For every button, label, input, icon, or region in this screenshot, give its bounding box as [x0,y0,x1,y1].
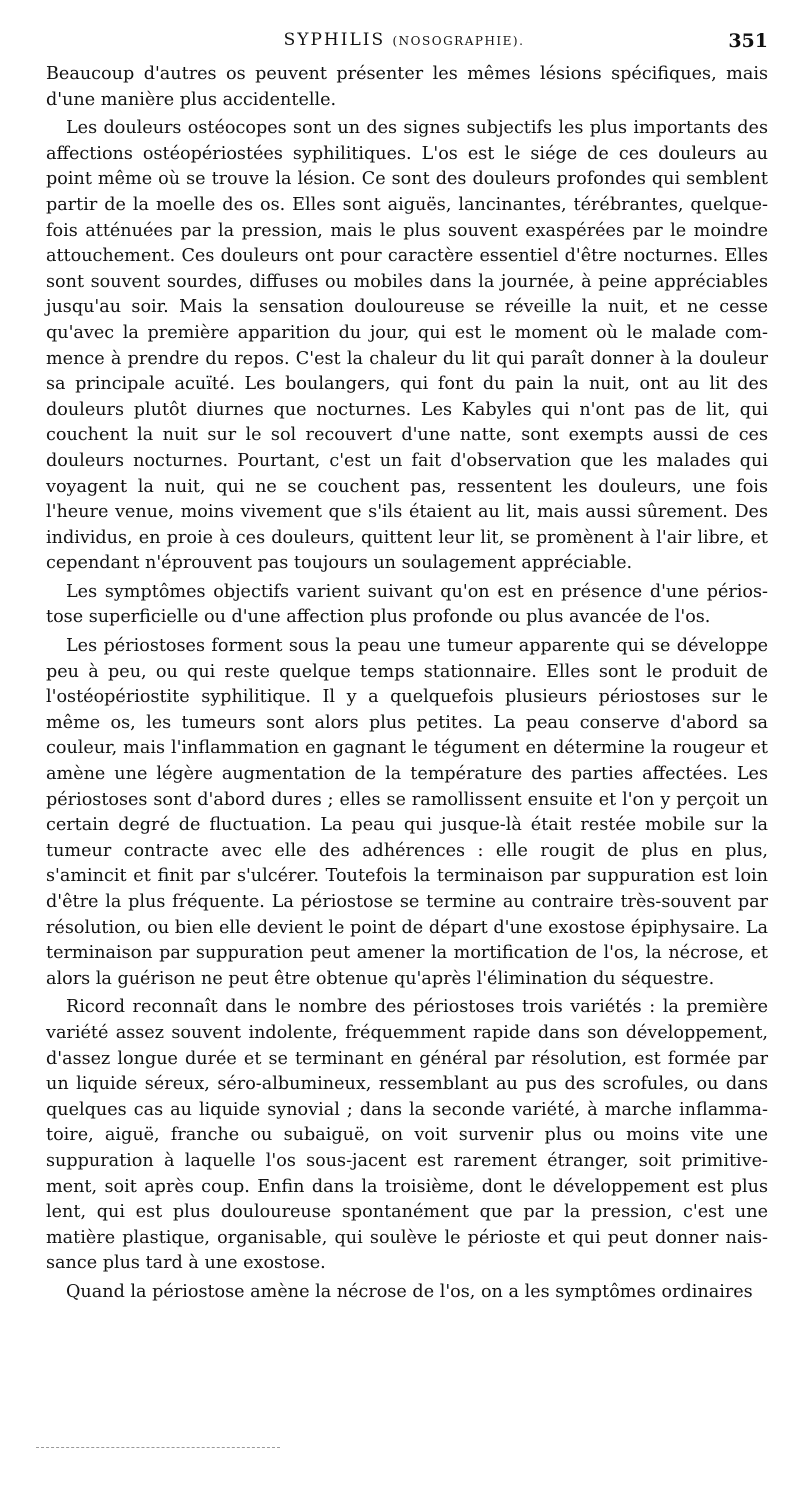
paragraph-osteocopic-pain: Les douleurs ostéocopes sont un des signes subjectifs les plus importants des affections ostéopériostées syphilitiques. L'os est le siége de ces douleurs au point même où se trouve la lésion. Ce sont des douleurs profondes qui semblent partir de la moelle des os. Elles sont aiguës, lancinantes, térébrantes, quelquefois atténuées par la pression, mais le plus souvent exaspérées par le moindre attouchement. Ces douleurs ont pour caractère essentiel d'être nocturnes. Elles sont souvent sourdes, diffuses ou mobiles dans la journée, à peine appréciables jusqu'au soir. Mais la sensation douloureuse se réveille la nuit, et ne cesse qu'avec la première apparition du jour, qui est le moment où le malade commence à prendre du repos. C'est la chaleur du lit qui paraît donner à la douleur sa principale acuïté. Les boulangers, qui font du pain la nuit, ont au lit des douleurs plutôt diurnes que nocturnes. Les Kabyles qui n'ont pas de lit, qui couchent la nuit sur le sol recouvert d'une natte, sont exempts aussi de ces douleurs nocturnes. Pourtant, c'est un fait d'observation que les malades qui voyagent la nuit, qui ne se couchent pas, ressentent les douleurs, une fois l'heure venue, moins vivement que s'ils étaient au lit, mais aussi sûrement. Des individus, en proie à ces douleurs, quittent leur lit, se promènent à l'air libre, et cependant n'éprouvent pas toujours un soulagement appréciable. [46,118,768,574]
body-text [46,62,768,1306]
paragraph-objective-symptoms: Les symptômes objectifs varient suivant qu'on est en présence d'une périostose superficielle ou d'une affection plus profonde ou plus avancée de l'os. [46,581,768,628]
paragraph-continuation: Beaucoup d'autres os peuvent présenter les mêmes lésions spécifiques, mais d'une manière plus accidentelle. [46,64,768,110]
running-header [40,30,768,58]
page-number: 351 [728,30,768,52]
footer-rule [36,1447,280,1448]
paragraph-ricord-varieties: Ricord reconnaît dans le nombre des périostoses trois variétés : la première variété assez souvent indolente, fréquemment rapide dans son développement, d'assez longue durée et se terminant en général par résolution, est formée par un liquide séreux, séro-albumineux, ressemblant au pus des scrofules, ou dans quelques cas au liquide synovial ; dans la seconde variété, à marche inflammatoire, aiguë, franche ou subaiguë, on voit survenir plus ou moins vite une suppuration à laquelle l'os sous-jacent est rarement étranger, soit primitivement, soit après coup. Enfin dans la troisième, dont le développement est plus lent, qui est plus douloureuse spontanément que par la pression, c'est une matière plastique, organisable, qui soulève le périoste et qui peut donner naissance plus tard à une exostose. [46,997,768,1274]
running-title-sub: (NOSOGRAPHIE). [392,34,525,48]
running-title-main: SYPHILIS [283,30,386,50]
running-title [40,30,768,50]
paragraph-necrosis: Quand la périostose amène la nécrose de l'os, on a les symptômes ordinaires [66,1281,753,1302]
paragraph-periostoses: Les périostoses forment sous la peau une tumeur apparente qui se développe peu à peu, ou qui reste quelque temps stationnaire. Elles sont le produit de l'ostéopériostite syphilitique. Il y a quelquefois plusieurs périostoses sur le même os, les tumeurs sont alors plus petites. La peau conserve d'abord sa couleur, mais l'inflammation en gagnant le tégument en détermine la rougeur et amène une légère augmentation de la température des parties affectées. Les périostoses sont d'abord dures ; elles se ramollissent ensuite et l'on y perçoit un certain degré de fluctuation. La peau qui jusque-là était restée mobile sur la tumeur contracte avec elle des adhérences : elle rougit de plus en plus, s'amincit et finit par s'ulcérer. Toutefois la terminaison par suppuration est loin d'être la plus fréquente. La périostose se termine au contraire très-souvent par résolution, ou bien elle devient le point de départ d'une exostose épiphysaire. La terminaison par suppuration peut amener la mortification de l'os, la nécrose, et alors la guérison ne peut être obtenue qu'après l'élimination du séquestre. [46,636,768,989]
